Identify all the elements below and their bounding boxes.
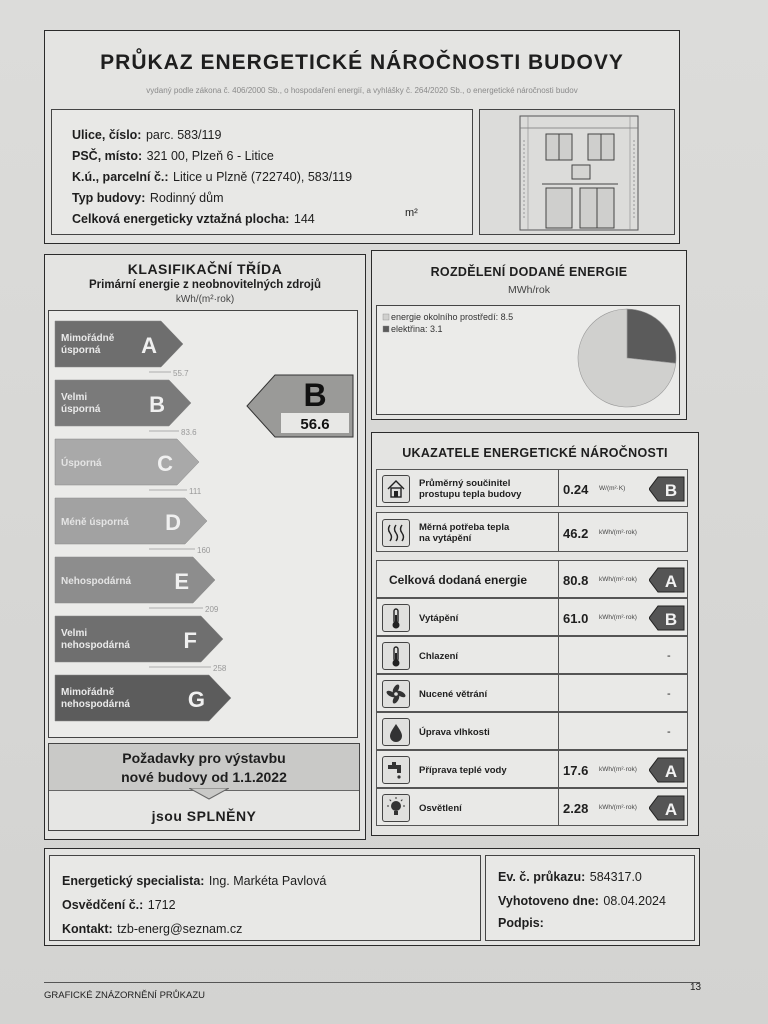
indicator-value: 46.2 (563, 525, 589, 541)
class-limit-value: 55.7 (173, 369, 189, 378)
class-arrow-shape (55, 321, 183, 367)
class-badge-a (649, 757, 685, 783)
indicator-row-celkova (376, 560, 688, 598)
date-value: 08.04.2024 (603, 894, 666, 908)
indicator-value: 80.8 (563, 572, 589, 588)
distribution-unit: MWh/rok (508, 284, 550, 296)
thermometer-icon (383, 605, 409, 631)
distribution-box (371, 250, 687, 420)
indicator-name: Celková dodaná energie (389, 572, 528, 587)
indicator-icon-frame (382, 519, 410, 547)
cert-value: 1712 (147, 898, 176, 912)
footer-box (44, 848, 700, 946)
bulb-icon (383, 795, 409, 821)
class-letter: B (149, 392, 165, 417)
indicator-dash: - (667, 650, 671, 662)
indicator-value: 2.28 (563, 800, 589, 816)
contact-value: tzb-energ@seznam.cz (117, 922, 243, 936)
indicator-name-line1: Měrná potřeba tepla (419, 522, 510, 533)
indicator-divider (558, 675, 559, 711)
class-arrow-e (55, 557, 219, 614)
cooling-thermometer-icon (383, 643, 409, 669)
indicator-dash: - (667, 726, 671, 738)
date-label: Vyhotoveno dne: (498, 894, 599, 908)
class-label-line1: Úsporná (61, 458, 102, 469)
indicator-name (419, 478, 521, 500)
certificate-box (485, 855, 695, 941)
class-label-line2: úsporná (61, 404, 101, 415)
indicator-value: 61.0 (563, 610, 589, 626)
bottom-rule (44, 982, 700, 983)
indicator-unit: kWh/(m²·rok) (599, 614, 637, 621)
class-letter: D (165, 510, 181, 535)
class-label-line1: Velmi (61, 392, 88, 403)
pie-slice-elektrina (627, 309, 676, 363)
document-title: PRŮKAZ ENERGETICKÉ NÁROČNOSTI BUDOVY (100, 51, 624, 74)
class-letter: A (141, 333, 157, 358)
indicator-icon-frame (382, 756, 410, 784)
specialist-box (49, 855, 481, 941)
building-elevation-drawing (480, 110, 674, 234)
indicator-icon-frame (382, 475, 410, 503)
psc-label: PSČ, místo: (72, 149, 143, 163)
ev-label: Ev. č. průkazu: (498, 870, 586, 884)
indicator-name-line2: prostupu tepla budovy (419, 489, 522, 500)
classification-subtitle: Primární energie z neobnovitelných zdrojů (89, 279, 321, 291)
indicator-unit: kWh/(m²·rok) (599, 804, 637, 811)
indicator-icon-frame (382, 642, 410, 670)
pie-panel (376, 305, 680, 415)
indicator-row-0 (376, 598, 688, 636)
area-unit: m² (405, 207, 418, 219)
requirements-line2: nové budovy od 1.1.2022 (121, 769, 287, 785)
document-subtitle: vydaný podle zákona č. 406/2000 Sb., o hospodaření energií, a vyhlášky č. 264/2020 Sb., o energetické náročnosti budov (146, 86, 578, 95)
indicator-divider (558, 789, 559, 825)
heat-waves-icon (383, 520, 409, 546)
type-row (72, 189, 224, 207)
class-arrow-b (55, 380, 197, 437)
requirements-box (48, 743, 360, 831)
contact-label: Kontakt: (62, 922, 113, 936)
indicator-name: Chlazení (419, 650, 459, 662)
type-label: Typ budovy: (72, 191, 146, 205)
building-info-box (51, 109, 473, 235)
classification-box (44, 254, 366, 840)
classification-title: KLASIFIKAČNÍ TŘÍDA (127, 261, 283, 277)
psc-row (72, 147, 274, 165)
class-arrow-a (55, 321, 189, 378)
droplet-icon (383, 719, 409, 745)
class-arrow-g (55, 675, 231, 721)
header-box (44, 30, 680, 244)
indicator-divider (558, 599, 559, 635)
class-label-line2: úsporná (61, 345, 101, 356)
fan-icon (383, 681, 409, 707)
classification-unit: kWh/(m²·rok) (175, 294, 235, 305)
indicator-row-3 (376, 712, 688, 750)
house-icon (383, 476, 409, 502)
indicator-name: Příprava teplé vody (419, 764, 507, 776)
indicator-name: Nucené větrání (419, 688, 488, 700)
class-label-line2: nehospodárná (61, 640, 130, 651)
legend-swatch (383, 314, 389, 320)
distribution-title: ROZDĚLENÍ DODANÉ ENERGIE (430, 265, 628, 279)
svg-text:B: B (664, 481, 678, 500)
indicator-divider (558, 751, 559, 787)
indicator-value: 0.24 (563, 481, 589, 497)
indicator-divider (558, 713, 559, 749)
svg-text:B: B (664, 610, 678, 629)
svg-text:A: A (664, 762, 678, 781)
class-letter: F (183, 628, 197, 653)
class-arrow-c (55, 439, 202, 496)
class-label-line1: Mimořádně (61, 333, 115, 344)
date-row (498, 892, 666, 910)
ku-row (72, 168, 352, 186)
pie-chart (377, 306, 679, 414)
indicator-icon-frame (382, 794, 410, 822)
class-limit-value: 111 (189, 487, 202, 496)
indicator-row-5 (376, 788, 688, 826)
class-label-line2: nehospodárná (61, 699, 130, 710)
indicator-icon-frame (382, 680, 410, 708)
indicator-unit: kWh/(m²·rok) (599, 529, 637, 536)
indicator-name: Vytápění (419, 612, 459, 624)
class-limit-value: 160 (197, 546, 211, 555)
class-badge-a (649, 795, 685, 821)
indicator-name: Úprava vlhkosti (419, 726, 490, 738)
requirements-line1: Požadavky pro výstavbu (122, 750, 286, 766)
indicators-title: UKAZATELE ENERGETICKÉ NÁROČNOSTI (402, 446, 668, 460)
class-limit-value: 258 (213, 664, 227, 673)
indicator-name: Osvětlení (419, 802, 462, 814)
area-label: Celková energeticky vztažná plocha: (72, 212, 290, 226)
building-photo (479, 109, 675, 235)
type-value: Rodinný dům (149, 191, 224, 205)
street-label: Ulice, číslo: (72, 128, 142, 142)
street-value: parc. 583/119 (145, 128, 222, 142)
page-number: 13 (690, 982, 702, 993)
specialist-label: Energetický specialista: (62, 874, 205, 888)
psc-value: 321 00, Plzeň 6 - Litice (146, 149, 274, 163)
ev-row (498, 868, 642, 886)
area-value: 144 (293, 212, 315, 226)
indicator-name-line1: Průměrný součinitel (419, 478, 511, 489)
indicator-name-line2: na vytápění (419, 533, 472, 544)
indicator-dash: - (667, 688, 671, 700)
class-letter: E (174, 569, 189, 594)
indicator-row-potreba (376, 512, 688, 552)
result-class-arrow (247, 375, 353, 437)
indicator-icon-frame (382, 718, 410, 746)
street-row (72, 126, 221, 144)
requirements-arrow-icon (189, 788, 229, 800)
indicator-row-2 (376, 674, 688, 712)
indicator-value: 17.6 (563, 762, 589, 778)
class-letter: G (187, 687, 205, 712)
indicator-divider (558, 513, 559, 551)
legend-entry: elektřina: 3.1 (391, 324, 443, 334)
indicator-name (419, 522, 509, 544)
class-label-line1: Velmi (61, 628, 88, 639)
class-arrow-shape (55, 380, 191, 426)
class-letter: C (157, 451, 173, 476)
indicator-unit: W/(m²·K) (599, 485, 626, 492)
area-row (72, 210, 315, 228)
ku-label: K.ú., parcelní č.: (72, 170, 169, 184)
indicator-row-4 (376, 750, 688, 788)
specialist-row (62, 872, 326, 890)
class-label-line1: Mimořádně (61, 687, 115, 698)
result-class-letter: B (303, 377, 327, 413)
indicator-unit: kWh/(m²·rok) (599, 766, 637, 773)
cert-label: Osvědčení č.: (62, 898, 144, 912)
class-badge-b (649, 476, 685, 502)
indicator-icon-frame (382, 604, 410, 632)
indicator-divider (558, 561, 559, 597)
class-scale-chart (49, 311, 357, 737)
class-scale-panel (48, 310, 358, 738)
requirements-header (49, 744, 359, 791)
svg-text:A: A (664, 800, 678, 819)
indicator-divider (558, 637, 559, 673)
ev-value: 584317.0 (589, 870, 642, 884)
legend-swatch (383, 326, 389, 332)
specialist-value: Ing. Markéta Pavlová (208, 874, 327, 888)
svg-text:A: A (664, 572, 678, 591)
class-badge-b (649, 605, 685, 631)
signature-label: Podpis: (498, 916, 544, 930)
class-label-line1: Méně úsporná (61, 517, 129, 528)
indicator-row-prostup (376, 469, 688, 507)
contact-row (62, 920, 242, 938)
requirements-result: jsou SPLNĚNY (151, 808, 257, 824)
class-limit-value: 209 (205, 605, 219, 614)
class-arrow-f (55, 616, 227, 673)
class-limit-value: 83.6 (181, 428, 197, 437)
legend-entry: energie okolního prostředí: 8.5 (391, 312, 514, 322)
indicator-divider (558, 470, 559, 506)
indicator-row-1 (376, 636, 688, 674)
bottom-left-caption: GRAFICKÉ ZNÁZORNĚNÍ PRŮKAZU (44, 990, 205, 1001)
class-arrow-shape (55, 616, 223, 662)
result-class-value: 56.6 (300, 416, 330, 433)
class-label-line1: Nehospodárná (61, 576, 132, 587)
indicator-unit: kWh/(m²·rok) (599, 576, 637, 583)
class-badge-a (649, 567, 685, 593)
cert-row (62, 896, 176, 914)
class-arrow-d (55, 498, 211, 555)
tap-icon (383, 757, 409, 783)
ku-value: Litice u Plzně (722740), 583/119 (173, 170, 353, 184)
